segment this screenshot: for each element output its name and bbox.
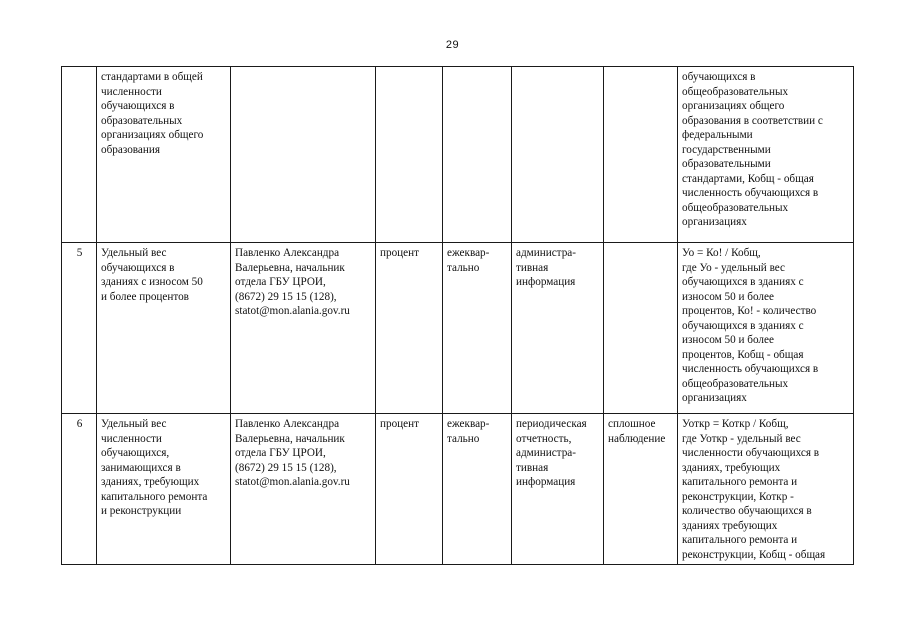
responsible-cell: Павленко Александра Валерьевна, начальник отдела ГБУ ЦРОИ, (8672) 29 15 15 (128), statot@mon.alania.gov.ru [231,414,376,565]
formula-cell: Уоткр = Коткр / Кобщ, где Уоткр - удельный вес численности обучающихся в зданиях, требующих капитального ремонта и реконструкции, Коткр - количество обучающихся в зданиях требующих капитального ремонта и реконструкции, Кобщ - общая [678,414,854,565]
table-row [62,414,854,565]
page-number: 29 [445,39,460,51]
method-cell: сплошное наблюдение [604,414,678,565]
responsible-cell [231,67,376,243]
frequency-cell: ежеквар- тально [443,243,512,414]
indicator-number-cell [62,67,97,243]
indicator-number-cell: 5 [62,243,97,414]
source-cell: администра- тивная информация [512,243,604,414]
indicator-number-cell: 6 [62,414,97,565]
responsible-cell: Павленко Александра Валерьевна, начальник отдела ГБУ ЦРОИ, (8672) 29 15 15 (128), statot@mon.alania.gov.ru [231,243,376,414]
formula-cell: обучающихся в общеобразовательных организациях общего образования в соответствии с федеральными государственными образовательными стандартами, Кобщ - общая численность обучающихся в общеобразовательных организациях [678,67,854,243]
frequency-cell [443,67,512,243]
method-cell [604,243,678,414]
indicator-name-cell: Удельный вес обучающихся в зданиях с износом 50 и более процентов [97,243,231,414]
indicator-name-cell: стандартами в общей численности обучающихся в образовательных организациях общего образования [97,67,231,243]
formula-cell: Уо = Ко! / Кобщ, где Уо - удельный вес обучающихся в зданиях с износом 50 и более процентов, Ко! - количество обучающихся в зданиях с износом 50 и более процентов, Кобщ - общая численность обучающихся в общеобразовательных организациях [678,243,854,414]
frequency-cell: ежеквар- тально [443,414,512,565]
indicator-table [61,66,854,565]
table-row [62,67,854,243]
table-row [62,243,854,414]
source-cell [512,67,604,243]
indicator-name-cell: Удельный вес численности обучающихся, занимающихся в зданиях, требующих капитального ремонта и реконструкции [97,414,231,565]
unit-cell: процент [376,243,443,414]
unit-cell: процент [376,414,443,565]
unit-cell [376,67,443,243]
source-cell: периодическая отчетность, администра- тивная информация [512,414,604,565]
method-cell [604,67,678,243]
